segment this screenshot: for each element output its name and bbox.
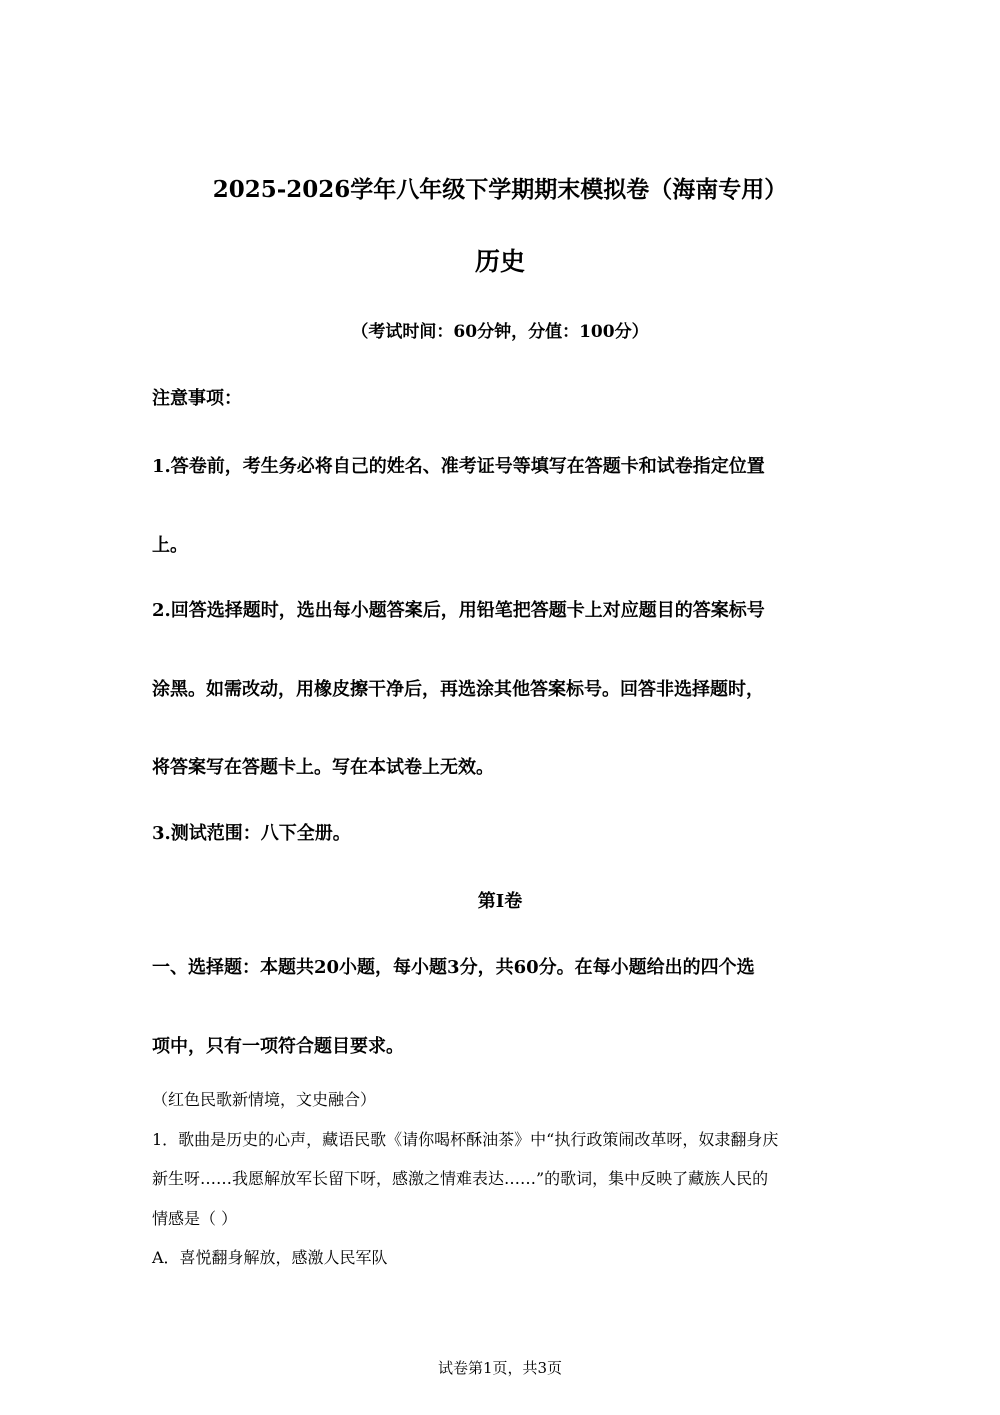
notice-heading: 注意事项：	[152, 388, 242, 409]
notice-line: 3.测试范围：八下全册。	[152, 823, 351, 844]
notice-line: 将答案写在答题卡上。写在本试卷上无效。	[152, 757, 494, 778]
section-heading-line: 一、选择题：本题共20小题，每小题3分，共60分。在每小题给出的四个选	[152, 957, 755, 978]
option-a: A．喜悦翻身解放，感激人民军队	[152, 1248, 388, 1267]
notice-line: 1.答卷前，考生务必将自己的姓名、准考证号等填写在答题卡和试卷指定位置	[152, 456, 765, 477]
question-context: （红色民歌新情境，文史融合）	[152, 1090, 377, 1109]
notice-line: 上。	[152, 535, 188, 556]
question-text-line: 新生呀……我愿解放军长留下呀，感激之情难表达……”的歌词，集中反映了藏族人民的	[152, 1169, 769, 1188]
question-text-line: 情感是（ ）	[152, 1209, 238, 1228]
section-heading-line: 项中，只有一项符合题目要求。	[152, 1036, 404, 1057]
page-footer: 试卷第1页，共3页	[437, 1359, 563, 1377]
exam-info: （考试时间：60分钟，分值：100分）	[351, 322, 649, 342]
notice-line: 2.回答选择题时，选出每小题答案后，用铅笔把答题卡上对应题目的答案标号	[152, 600, 765, 621]
exam-title: 2025-2026学年八年级下学期期末模拟卷（海南专用）	[212, 176, 788, 203]
subject-title: 历史	[474, 247, 525, 276]
volume-label: 第Ⅰ卷	[477, 891, 523, 912]
notice-line: 涂黑。如需改动，用橡皮擦干净后，再选涂其他答案标号。回答非选择题时，	[152, 679, 764, 700]
question-text-line: 1．歌曲是历史的心声，藏语民歌《请你喝杯酥油茶》中“执行政策闹改革呀，奴隶翻身庆	[152, 1130, 779, 1149]
